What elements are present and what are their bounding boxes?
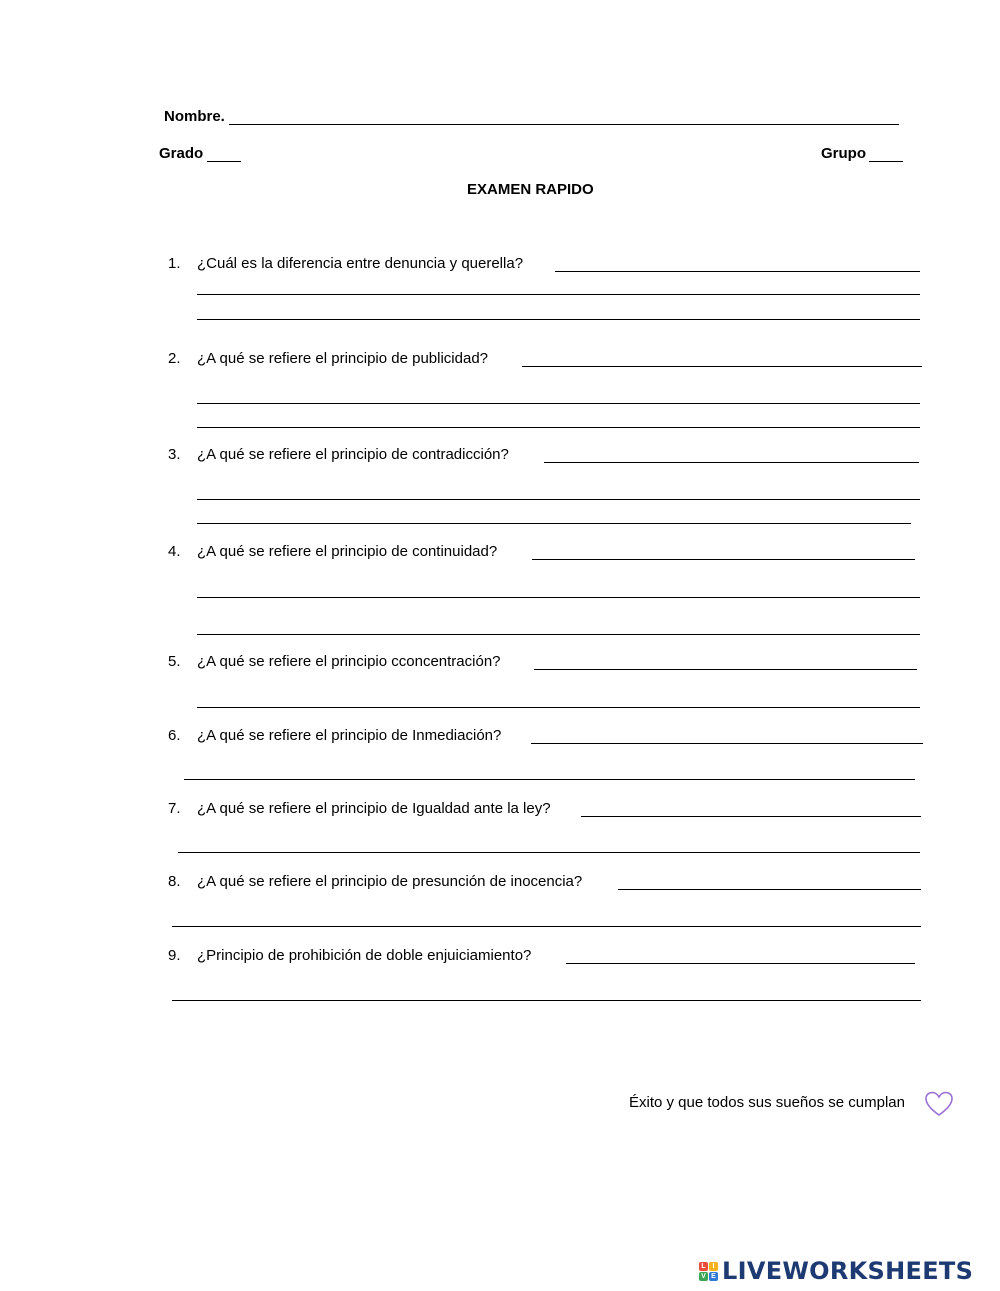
liveworksheets-logo [699, 1254, 973, 1288]
group-field-line[interactable] [869, 161, 903, 162]
question-text: ¿A qué se refiere el principio de Inmediación? [197, 727, 502, 744]
closing-message: Éxito y que todos sus sueños se cumplan [629, 1094, 905, 1111]
answer-line[interactable] [184, 779, 915, 780]
logo-tile: L [699, 1262, 708, 1271]
answer-line[interactable] [581, 816, 921, 817]
group-label: Grupo [821, 145, 866, 162]
answer-line[interactable] [197, 294, 920, 295]
logo-tile: E [709, 1272, 718, 1281]
question-text: ¿A qué se refiere el principio cconcentración? [197, 653, 501, 670]
answer-line[interactable] [534, 669, 917, 670]
question-number: 1. [168, 255, 181, 272]
logo-text: LIVEWORKSHEETS [722, 1257, 974, 1285]
answer-line[interactable] [522, 366, 922, 367]
answer-line[interactable] [197, 707, 920, 708]
answer-line[interactable] [197, 597, 920, 598]
question-text: ¿Principio de prohibición de doble enjuiciamiento? [197, 947, 532, 964]
question-text: ¿A qué se refiere el principio de contradicción? [197, 446, 509, 463]
name-field-line[interactable] [229, 124, 899, 125]
answer-line[interactable] [618, 889, 921, 890]
answer-line[interactable] [197, 523, 911, 524]
logo-tile: I [709, 1262, 718, 1271]
answer-line[interactable] [197, 499, 920, 500]
answer-line[interactable] [531, 743, 923, 744]
question-text: ¿A qué se refiere el principio de publicidad? [197, 350, 489, 367]
name-label: Nombre. [164, 108, 225, 125]
answer-line[interactable] [544, 462, 919, 463]
answer-line[interactable] [566, 963, 915, 964]
question-number: 9. [168, 947, 181, 964]
heart-icon [924, 1090, 954, 1118]
answer-line[interactable] [197, 427, 920, 428]
question-text: ¿Cuál es la diferencia entre denuncia y querella? [197, 255, 524, 272]
question-number: 6. [168, 727, 181, 744]
question-number: 2. [168, 350, 181, 367]
logo-tiles [699, 1262, 718, 1281]
question-text: ¿A qué se refiere el principio de presunción de inocencia? [197, 873, 583, 890]
question-number: 7. [168, 800, 181, 817]
question-number: 5. [168, 653, 181, 670]
answer-line[interactable] [178, 852, 920, 853]
question-text: ¿A qué se refiere el principio de continuidad? [197, 543, 498, 560]
answer-line[interactable] [197, 634, 920, 635]
answer-line[interactable] [555, 271, 920, 272]
answer-line[interactable] [532, 559, 915, 560]
answer-line[interactable] [172, 926, 921, 927]
grade-field-line[interactable] [207, 161, 241, 162]
answer-line[interactable] [197, 319, 920, 320]
question-text: ¿A qué se refiere el principio de Igualdad ante la ley? [197, 800, 551, 817]
question-number: 4. [168, 543, 181, 560]
question-number: 3. [168, 446, 181, 463]
answer-line[interactable] [197, 403, 920, 404]
logo-tile: V [699, 1272, 708, 1281]
question-number: 8. [168, 873, 181, 890]
grade-label: Grado [159, 145, 204, 162]
answer-line[interactable] [172, 1000, 921, 1001]
page-title: EXAMEN RAPIDO [467, 181, 594, 198]
